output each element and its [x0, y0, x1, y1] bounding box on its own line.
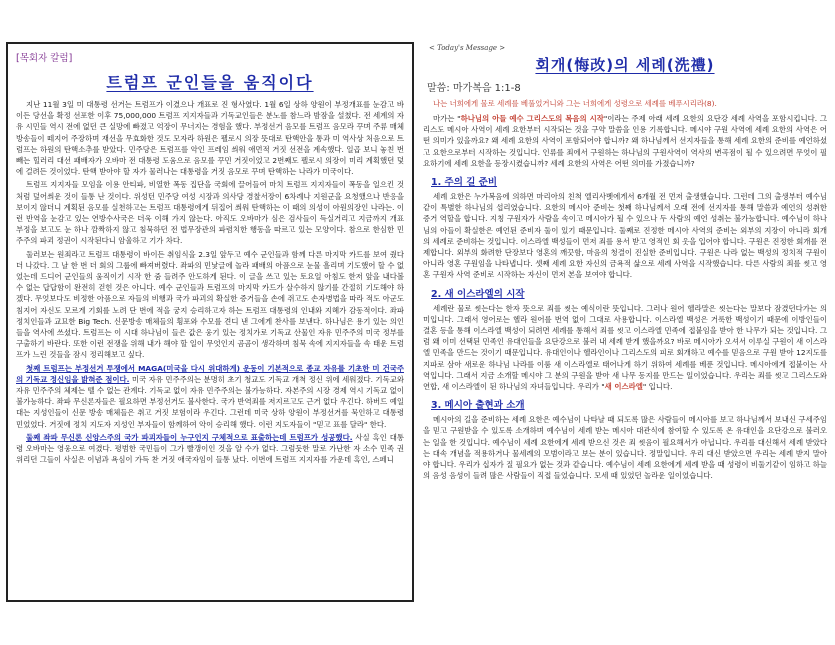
- sermon-intro-a: 마가는 ": [433, 114, 461, 123]
- section-heading-3: 3. 메시아 출현과 소개: [431, 400, 525, 412]
- column-paragraph-5: [16, 432, 404, 466]
- section-3-text: 메시아의 길을 준비하는 세례 요한은 예수님이 나타날 때 되도록 많은 사람들이 메시아를 보고 하나님께서 보내신 구세주임을 믿고 구원받을 수 있도록 소개하며 예수님이 세례 받는 메시아 대관식에 참여할 수 있도록 온 유대인을 요단강으로 불러오는 일을 한 것입니다. 예수님이 세례 요한에게 세례 받으신 것은 죄 씻음이 필요해서가 아닙니다. 우리를 대신해서 세례 받았다는 대속 개념을 적용하거나 물세례의 모범이라고 보는 분이 있습니다. 정말입니다. 우리 대신 받았으면 우리는 세례 받지 말아야 합니다. 우리가 십자가 질 필요가 없는 것과 같습니다. 예수님이 세례 요한에게 세례 받을 때 성령이 비둘기같이 임하고 하늘의 음성 음성이 들려 많은 사람들이 직접 들었습니다. 모세 때 있었던 놀라운 일이었습니다.: [423, 415, 827, 481]
- column-paragraph-2: 트럼프 지지자들 모임을 이용 안티파, 비열한 폭동 집단을 국회에 끌어들여 마치 트럼프 지지자들이 폭동을 일으킨 것처럼 덮어씌운 것이 들통 난 것이다. 위성턴 민주당 여성 시장과 의사당 경찰서장이 6차례나 지원군을 요청했으나 반응을 보이지 않더니 계획된 음모를 실천하고는 트럼프 대통령에게 뒤집어 씌워 탄핵하는 이 때의 의성이 아원의장인 나라는. 이런 반역을 눈감고 있는 연방수사국은 더욱 이해 가지 않는다. 아직도 오바마가 심은 검사들이 득실거리고 지금까지 개표 부정을 보고도 눈 하나 깜짝하지 않고 침묵하던 전 법무장관의 파렴치한 행동을 따르고 있는 모양이다. 참으로 한심한 민주주의 파괴 정권이 시작된다니 암울하고 기가 차다.: [16, 180, 404, 246]
- section-heading-1: 1. 주의 길 준비: [431, 177, 498, 189]
- column-tag: [목회자 칼럼]: [16, 53, 73, 64]
- section-2-text-b: " 입니다.: [642, 382, 673, 392]
- key-verse: 나는 너희에게 물로 세례를 베풀었거니와 그는 너희에게 성령으로 세례를 베푸시리라(8).: [433, 99, 717, 108]
- column-point-1: 첫째 트럼프는 부정선거 투쟁에서 MAGA(미국을 다시 위대하게) 운동이 기본적으로 종교 자유를 기초한 미 건국주의 기독교 정신임을 밝혀준 점이다.: [16, 363, 404, 384]
- sermon-title: 회개(悔改)의 세례(洗禮): [535, 56, 715, 74]
- column-title: 트럼프 군인들을 움직이다: [106, 73, 314, 92]
- sermon-theme: 하나님의 아들 예수 그리스도의 복음의 시작: [460, 114, 604, 123]
- pastor-column: [6, 42, 414, 602]
- message-kicker: < Today's Message >: [429, 44, 506, 52]
- section-2-text-a: 세례란 물로 씻는다는 한자 뜻으로 죄를 씻는 예식이란 뜻입니다. 그러나 원어 헬라말은 씻는다는 말보다 잠겼던다가는 의미입니다. 그래서 영어로는 헬라 원어를 번역 없이 그대로 사용합니다. 이스라엘 백성은 거룩한 백성이기 때문에 이방인들이 결혼 등을 통해 이스라엘 백성이 되려면 세례를 통해서 죄를 씻고 이스라엘 민족에 접붙임을 받아 한 나무가 되는 것입니다. 그럼 왜 이미 선택된 민족인 유대인들을 요단강으로 불러 내 세례 받게 했을까요? 바로 메시아가 오셔서 이루실 구원이 새 이스라엘 민족을 만드는 것이기 때문입니다. 유대인이나 헬라인이나 그리스도의 피로 회개하고 예수를 믿음으로 구원 받아 12지도를 지파로 삼아 새로운 하나님 나라를 이룸 새 이스라엘로 태어나게 하기 위하여 세례를 베푼 것입니다. 메시아에게 접붙이는 사역입니다. 그래서 지금 소개할 메시야 그 분의 구원을 받아 새 나무 동지를 만드는 일이었습니다. 우리는 죄를 씻고 그리스도와 연합, 새 이스라엘이 된 하나님의 자녀들입니다. 우리가 ": [423, 303, 827, 392]
- sermon-page: [423, 44, 827, 610]
- section-heading-2: 2. 새 이스라엘의 시작: [431, 288, 525, 300]
- column-paragraph-4: [16, 363, 404, 430]
- sermon-intro: [423, 113, 827, 169]
- column-paragraph-1: 지난 11월 3일 미 대통령 선거는 트럼프가 이겼으나 개표로 진 형사였다. 1월 6일 상하 양원이 부정개표를 눈감고 바이든 당선을 확정 선포한 이후 75,000,000 트럼프 지지자들과 기독교인들은 분노를 참느라 밤잠을 설쳤다. 전 세계의 자유 시민들 역시 전에 없던 큰 실망에 빠졌고 억장이 무너지는 경험을 했다. 부정선거 음모를 트럼프 음모라 꾸며 주류 매체 방송들이 떼지어 주장하며 재선을 무효화한 것도 모자라 하원은 펠로시 의장 뜻대로 탄핵안을 통과 미 역사상 처음으로 트럼프는 하원의 탄핵소추를 받았다. 민주당은 트럼프를 악인 프레임 씌워 애먼적 거짓 선전을 계속했다. 일곱 보니 놓친 번 빼는 힐러리 대선 패배자가 오바마 전 대통령 도움으로 음모를 꾸민 거짓이었고 2번째도 펠로시 의장이 미리 계획했던 덫에 걸려든 것이었다. 탄핵 받아야 할 자가 물러나는 대통령을 거짓 음모로 꾸며 탄핵하는 나라가 미국이다.: [16, 100, 404, 177]
- column-paragraph-3: 둘러보는 원죄라고 트럼프 대통령이 바이든 취임식을 2.3일 앞두고 예수 군인들과 함께 다른 마지막 카드를 보여 줬다 더 나갔다. 그 날 한 번 더 회의 그룹에 빠져버렸다. 좌파의 민낯글에 놀라 패배의 아픔으로 눈물 흘리며 기도했어 할 수 없었는데 드디어 군인들의 움직이기 시작 한 줌 들려주 안도하게 된다. 이 글을 쓰고 있는 토요일 아침도 한저 앞을 내다볼 수 없는 답답함이 완전히 걷힌 것은 아니다. 예수 군인들과 트럼프의 마지막 카드가 살수하지 않기를 간절히 기도해야 하겠다. 무엇보다도 비정한 아픔으로 자들의 비행과 국가 파괴의 확실한 증거들을 손에 쥐고도 손자병법을 따라 적도 아군도 침지어 자신도 모르게 기회를 노려 단 번에 적을 궁지 승리하고자 하는 트럼프 대통령의 인내와 지혜가 감동적이다. 좌파 정치인들과 교묘한 Big Tech. 신문방송 매체들의 횡포와 수모를 견디 낸 그에게 찬사를 보낸다. 하나님은 용기 있는 의인들을 역사에 쓰셨다. 트럼프는 이 시대 하나님이 들은 값은 웅기 있는 정치가로 기독교 산물인 자유 민주주의 미국 정부를 구출하기 바란다. 또한 이런 전쟁을 위해 내가 해야 할 일이 무엇인지 곰곰이 생각하며 침묵 속에 지지자들을 속 태운 트럼프가 느린 것들을 잠시 정리해보고 싶다.: [16, 249, 404, 360]
- section-2-highlight: 새 이스라엘: [604, 382, 643, 392]
- column-paragraph-5-text: 사실 흑인 대통령 오바마는 영웅으로 여겼다. 평범한 국민들이 그가 빨갱이인 것을 알 수가 없다. 그럼듯한 말로 가난한 자 소수 민족 권위리던 그들이 사실은 이념과 욕심이 가득 찬 거짓 애국자임이 들통 났다. 이번에 트럼프 지지자를 가운데 흑인, 스페니: [16, 432, 404, 465]
- section-1-text: 세례 요한은 누가복음에 의하면 마리아의 친척 엘리사벳에게서 6개월 전 먼저 출생했습니다. 그런데 그의 출생부터 예수님 같이 특별한 하나님의 섭리였습니다. 요한의 메시아 준비는 첫째 하나님께서 오래 전에 선지자를 통해 말씀과 예언의 성취한 증거 역할을 합니다. 지칭 구원자가 사람을 속이고 메시아가 될 수 있으나 두 사람의 예언 성취는 불가능합니다. 예수님이 하나님의 아들이 확실한은 예언된 준비자 둘이 있기 때문입니다. 둘째로 진정한 메시아 사역의 준비는 외부의 지장이 아니라 회개의 세례로 준비하는 것입니다. 이스라엘 백성들이 먼저 죄를 용서 받고 영적인 회 옷을 입어야 합니다. 구원은 진정한 회개를 전제합니다. 외부의 화려한 단장보다 영혼의 깨끗함, 마음의 청결이 진실한 준비입니다. 구원은 나라 없는 백성의 정치적 구원이 아니라 영혼 구원임을 나타냅니다. 셋째 세례 요한 자신의 금욕적 삶으로 세례 사역을 시작했습니다. 다른 사람의 죄를 씻고 영혼 구원자 사역 준비로 시작하는 자신이 먼저 본을 보여야 합니다.: [423, 192, 827, 280]
- sermon-intro-b: "이라는 주제 아래 세례 요한의 요단강 세례 사역을 포함시킵니다. 그리스도 메시아 사역이 세례 요한부터 시작되는 것을 구약 말씀을 인용 기록합니다. 메시야 구원 사역에 세례 요한의 사역은 어떤 의미가 있을까요? 왜 세례 요한의 사역이 포함되어야 합니까? 왜 하나님께서 선지자들을 통해 세례 요한의 준비를 예언하셨고 요한으로부터 시작하는 것입니다. 인류를 죄에서 구원하는 하나님의 구원사역이 역사의 변곡점이 될 수 있으려면 무엇이 필요하기에 세례 요한을 등장시켰습니까? 세례 요한의 사역은 어떤 의미를 가졌습니까?: [423, 114, 827, 168]
- column-point-2: 둘째 좌파 무신론 신앙스주의 국가 파괴자들이 누구인지 구체적으로 표출하는데 트럼프가 성공했다.: [26, 432, 353, 442]
- scripture-reference: 말씀: 마가복음 1:1-8: [427, 83, 521, 94]
- column-paragraph-4-text: 미국 자유 민주주의는 분명히 초기 청교도 기독교 개척 정신 위에 세워졌다. 기독교와 자유 민주주의 체제는 뗄 수 없는 관계다. 기독교 없이 자유 민주주의는 불가능하다. 자본주의 시장 경제 역시 기독교 없이 불가능하다. 좌파 무신론자들은 필요하면 부정선거도 불사한다. 국가 반역죄를 저지르고도 근거 없다 우긴다. 하버드 예일대는 지성인들이 신문 방송 매체들은 취고 거짓 보험이라 우긴다. 그런데 미국 상하 양원이 부정선거를 묵인하고 대통령 민었었다. 거짓에 정치 지도자 지성인 부자들이 함께하여 악이 승리해 했다. 이런 지도자들이 "믿고 표를 달라" 한다.: [16, 374, 404, 429]
- section-2-text: [423, 303, 827, 393]
